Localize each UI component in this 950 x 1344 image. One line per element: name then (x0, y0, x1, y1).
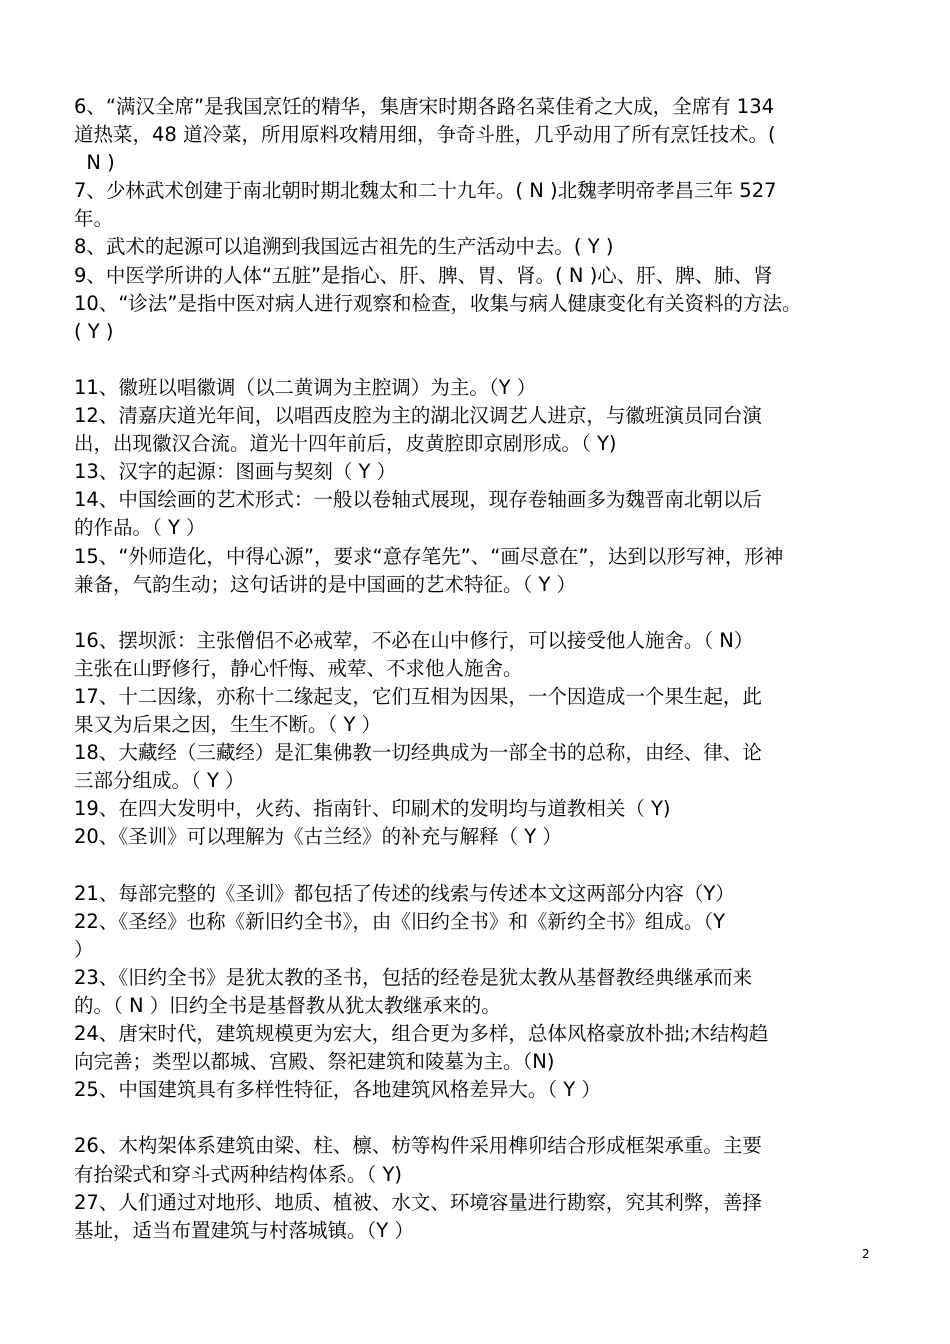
text-line: N ) (74, 151, 115, 175)
text-line: 的。（ N ）旧约全书是基督教从犹太教继承来的。 (74, 994, 501, 1017)
text-line: 出，出现徽汉合流。道光十四年前后，皮黄腔即京剧形成。（ Y) (74, 432, 617, 456)
text-line: 14、中国绘画的艺术形式：一般以卷轴式展现，现存卷轴画多为魏晋南北朝以后 (74, 488, 762, 512)
text-line: 16、摆坝派：主张僧侣不必戒荤，不必在山中修行，可以接受他人施舍。（ N） (74, 628, 754, 652)
text-line: 20、《圣训》可以理解为《古兰经》的补充与解释（ Y ） (74, 825, 562, 849)
blank-line (74, 346, 892, 374)
text-line: 22、《圣经》也称《新旧约全书》，由《旧约全书》和《新约全书》组成。（Y (74, 909, 725, 933)
text-line: ( Y ) (74, 319, 114, 343)
text-line: ） (74, 937, 94, 961)
text-line: 道热菜，48 道冷菜，所用原料攻精用细，争奇斗胜，几乎动用了所有烹饪技术。( (74, 123, 776, 147)
text-line: 基址，适当布置建筑与村落城镇。（Y ） (74, 1218, 414, 1242)
blank-line (74, 852, 892, 880)
text-line: 10、“诊法”是指中医对病人进行观察和检查，收集与病人健康变化有关资料的方法。 (74, 291, 802, 315)
text-line: 13、汉字的起源：图画与契刻（ Y ） (74, 460, 397, 484)
text-line: 果又为后果之因，生生不断。（ Y ） (74, 713, 382, 737)
text-line: 三部分组成。（ Y ） (74, 769, 245, 793)
text-line: 向完善；类型以都城、宫殿、祭祀建筑和陵墓为主。（N) (74, 1050, 555, 1074)
document-body (74, 93, 892, 1245)
page-number: 2 (862, 1247, 870, 1261)
text-line: 兼备，气韵生动；这句话讲的是中国画的艺术特征。（ Y ） (74, 572, 577, 596)
text-line: 年。 (74, 207, 114, 231)
blank-line (74, 1104, 892, 1132)
text-line: 24、唐宋时代，建筑规模更为宏大，组合更为多样，总体风格豪放朴拙;木结构趋 (74, 1022, 769, 1046)
text-line: 18、大藏经（三藏经）是汇集佛教一切经典成为一部全书的总称，由经、律、论 (74, 741, 762, 765)
text-line: 17、十二因缘，亦称十二缘起支，它们互相为因果，一个因造成一个果生起，此 (74, 684, 762, 708)
text-line: 21、每部完整的《圣训》都包括了传述的线索与传述本文这两部分内容（Y） (74, 881, 735, 905)
text-line: 7、少林武术创建于南北朝时期北魏太和二十九年。( N )北魏孝明帝孝昌三年 527 (74, 179, 777, 203)
text-line: 19、在四大发明中，火药、指南针、印刷术的发明均与道教相关（ Y) (74, 797, 671, 821)
text-line: 有抬梁式和穿斗式两种结构体系。（ Y) (74, 1162, 402, 1186)
text-line: 8、武术的起源可以追溯到我国远古祖先的生产活动中去。( Y ) (74, 235, 614, 259)
text-line: 的作品。（ Y ） (74, 516, 206, 540)
text-line: 主张在山野修行，静心忏悔、戒荤、不求他人施舍。 (74, 656, 523, 680)
text-line: 23、《旧约全书》是犹太教的圣书，包括的经卷是犹太教从基督教经典继承而来 (74, 965, 753, 989)
text-line: 26、木构架体系建筑由梁、柱、檩、枋等构件采用榫卯结合形成框架承重。主要 (74, 1134, 762, 1158)
text-line: 15、“外师造化，中得心源”，要求“意存笔先”、“画尽意在”，达到以形写神，形神 (74, 544, 784, 568)
text-line: 6、“满汉全席”是我国烹饪的精华，集唐宋时期各路名菜佳肴之大成，全席有 134 (74, 95, 775, 118)
text-line: 27、人们通过对地形、地质、植被、水文、环境容量进行勘察，究其利弊，善择 (74, 1190, 762, 1214)
blank-line (74, 599, 892, 627)
text-line: 11、徽班以唱徽调（以二黄调为主腔调）为主。（Y ） (74, 375, 537, 399)
text-line: 12、清嘉庆道光年间，以唱西皮腔为主的湖北汉调艺人进京，与徽班演员同台演 (74, 404, 762, 428)
text-line: 25、中国建筑具有多样性特征，各地建筑风格差异大。（ Y ） (74, 1078, 601, 1102)
text-line: 9、中医学所讲的人体“五脏”是指心、肝、脾、胃、肾。( N )心、肝、脾、肺、肾 (74, 263, 773, 287)
